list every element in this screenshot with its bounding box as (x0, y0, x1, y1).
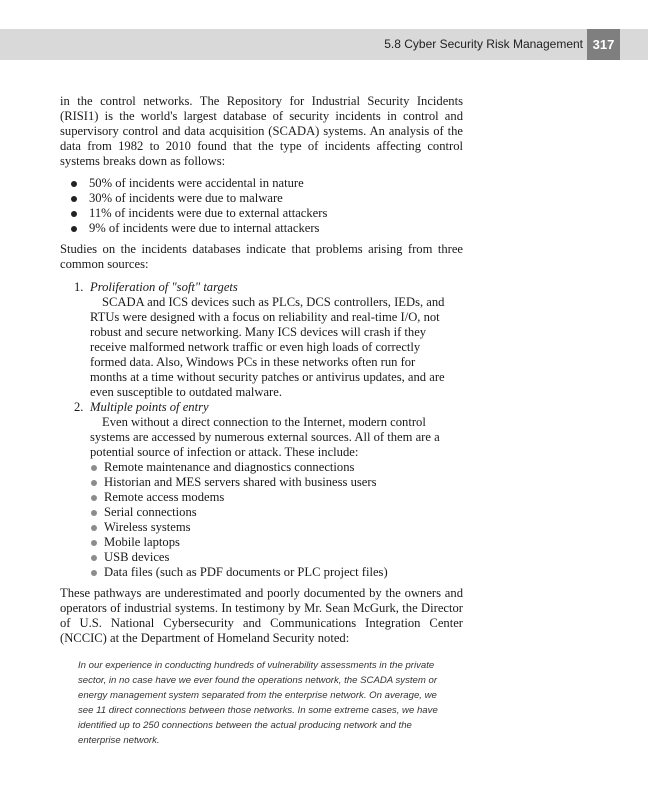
page-body (60, 94, 463, 748)
list-item: 30% of incidents were due to malware (71, 191, 463, 206)
list-item: 9% of incidents were due to internal attackers (71, 221, 463, 236)
list-item: 11% of incidents were due to external attackers (71, 206, 463, 221)
list-item: Serial connections (90, 505, 463, 520)
page-number: 317 (587, 29, 620, 60)
item-number: 2. (74, 400, 84, 414)
list-item: Wireless systems (90, 520, 463, 535)
item-number: 1. (74, 280, 84, 294)
item-body: SCADA and ICS devices such as PLCs, DCS controllers, IEDs, and RTUs were designed with a focus on reliability and real-time I/O, not robust and secure networking. Many ICS devices will crash if they receive malformed network traffic or even high loads of correctly formed data. Also, Windows PCs in these networks often run for months at a time without security patches or antivirus updates, and are even susceptible to outdated malware. (90, 295, 445, 399)
sources-list (60, 280, 463, 580)
source-item (60, 280, 463, 400)
item-body: Even without a direct connection to the Internet, modern control systems are accessed by numerous external sources. All of them are a potential source of infection or attack. These include: (90, 415, 440, 459)
entry-points-list (90, 460, 463, 580)
item-title: Proliferation of "soft" targets (90, 280, 238, 294)
incident-breakdown-list (60, 176, 463, 236)
running-header (0, 29, 648, 60)
list-item: Data files (such as PDF documents or PLC project files) (90, 565, 463, 580)
pathways-paragraph: These pathways are underestimated and poorly documented by the owners and operators of industrial systems. In testimony by Mr. Sean McGurk, the Director of U.S. National Cybersecurity and Communications Integration Center (NCCIC) at the Department of Homeland Security noted: (60, 586, 463, 645)
list-item: Historian and MES servers shared with business users (90, 475, 463, 490)
source-item (60, 400, 463, 580)
block-quote: In our experience in conducting hundreds of vulnerability assessments in the private sector, in no case have we ever found the operations network, the SCADA system or energy management system separated from the enterprise network. On average, we see 11 direct connections between those networks. In some extreme cases, we have identified up to 250 connections between the actual producing network and the enterprise network. (78, 660, 438, 746)
list-item: 50% of incidents were accidental in nature (71, 176, 463, 191)
list-item: Remote access modems (90, 490, 463, 505)
intro-paragraph: in the control networks. The Repository for Industrial Security Incidents (RISI1) is the world's largest database of security incidents in control and supervisory control and data acquisition (SCADA) systems. An analysis of the data from 1982 to 2010 found that the type of incidents affecting control systems breaks down as follows: (60, 94, 463, 168)
list-item: Remote maintenance and diagnostics connections (90, 460, 463, 475)
list-item: Mobile laptops (90, 535, 463, 550)
section-title: 5.8 Cyber Security Risk Management (384, 37, 583, 51)
studies-paragraph: Studies on the incidents databases indicate that problems arising from three common sources: (60, 242, 463, 271)
item-title: Multiple points of entry (90, 400, 209, 414)
list-item: USB devices (90, 550, 463, 565)
